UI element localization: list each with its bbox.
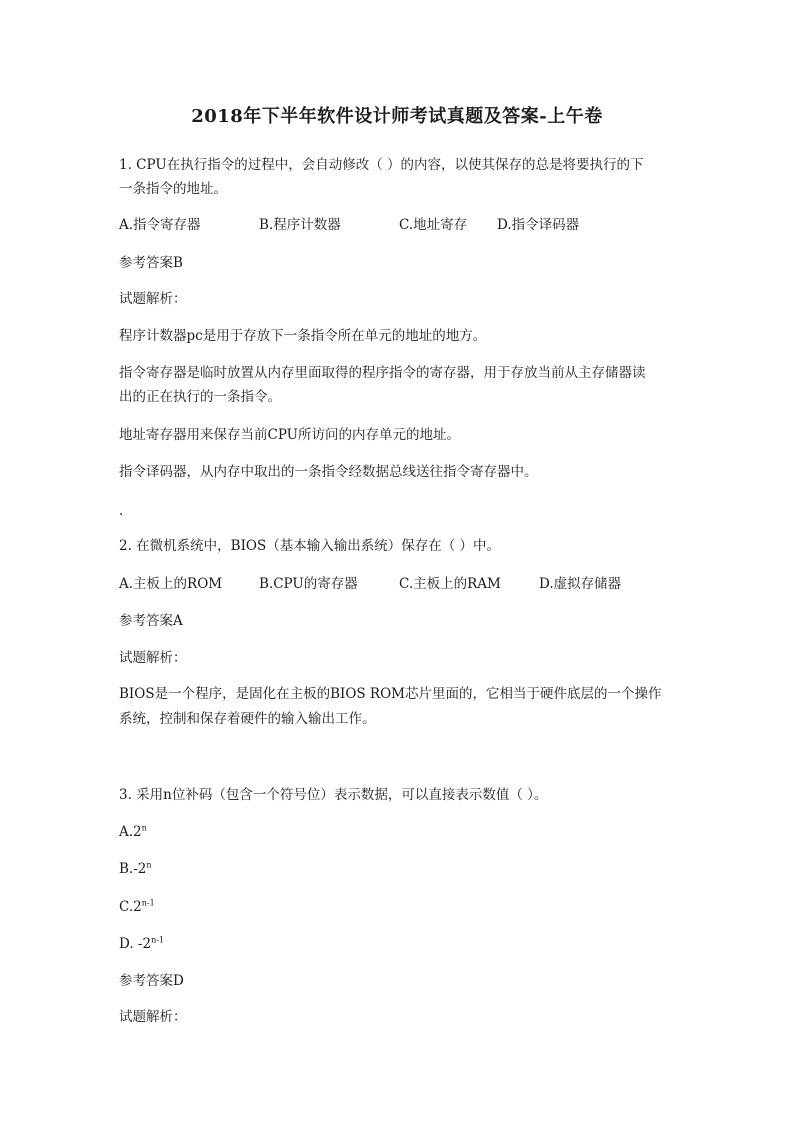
q2-explanation-1b: 系统，控制和保存着硬件的输入输出工作。 [119, 711, 376, 727]
q2-analysis-label: 试题解析： [119, 650, 187, 666]
q3-option-a-exponent: n [141, 823, 147, 833]
q2-stem: 2. 在微机系统中，BIOS（基本输入输出系统）保存在（ ）中。 [119, 538, 501, 554]
q1-analysis-label: 试题解析： [119, 291, 187, 307]
q3-option-b-base: B.-2 [119, 861, 147, 877]
q1-stem-line1: 1. CPU在执行指令的过程中，会自动修改（ ）的内容，以使其保存的总是将要执行的下 [119, 157, 644, 173]
q1-explanation-2a: 指令寄存器是临时放置从内存里面取得的程序指令的寄存器，用于存放当前从主存储器读 [119, 365, 646, 381]
q1-option-b: B.程序计数器 [259, 217, 341, 233]
q1-option-c: C.地址寄存 [399, 217, 468, 233]
q3-option-c [119, 898, 155, 916]
q2-explanation-1a: BIOS是一个程序，是固化在主板的BIOS ROM芯片里面的，它相当于硬件底层的一个操作 [119, 686, 662, 702]
q1-explanation-3: 地址寄存器用来保存当前CPU所访问的内存单元的地址。 [119, 427, 461, 443]
q3-option-c-base: C.2 [119, 899, 142, 915]
q1-answer: 参考答案B [119, 255, 183, 271]
q3-option-a [119, 823, 147, 841]
q2-option-a: A.主板上的ROM [119, 576, 223, 592]
q1-stem-line2: 一条指令的地址。 [119, 181, 227, 197]
q3-option-c-exponent: n-1 [141, 898, 155, 908]
q2-option-b: B.CPU的寄存器 [259, 576, 358, 592]
q2-option-c: C.主板上的RAM [399, 576, 501, 592]
q1-explanation-4: 指令译码器，从内存中取出的一条指令经数据总线送往指令寄存器中。 [119, 464, 538, 480]
q1-explanation-2b: 出的正在执行的一条指令。 [119, 389, 281, 405]
q3-option-d [119, 935, 164, 953]
q3-analysis-label: 试题解析： [119, 1009, 187, 1025]
q3-option-b-exponent: n [146, 860, 152, 870]
q2-answer: 参考答案A [119, 613, 183, 629]
q3-answer: 参考答案D [119, 973, 184, 989]
q3-option-d-exponent: n-1 [151, 935, 165, 945]
q3-option-a-base: A.2 [119, 824, 142, 840]
q1-option-d: D.指令译码器 [497, 217, 580, 233]
q2-option-d: D.虚拟存储器 [539, 576, 622, 592]
q3-option-b [119, 860, 152, 878]
q3-option-d-base: D. -2 [119, 936, 152, 952]
q1-trailing-dot: . [119, 503, 124, 519]
page-title: 2018年下半年软件设计师考试真题及答案-上午卷 [191, 106, 603, 127]
q3-stem: 3. 采用n位补码（包含一个符号位）表示数据，可以直接表示数值（ ）。 [119, 787, 548, 803]
q1-option-a: A.指令寄存器 [119, 217, 201, 233]
q1-explanation-1: 程序计数器pc是用于存放下一条指令所在单元的地址的地方。 [119, 328, 487, 344]
